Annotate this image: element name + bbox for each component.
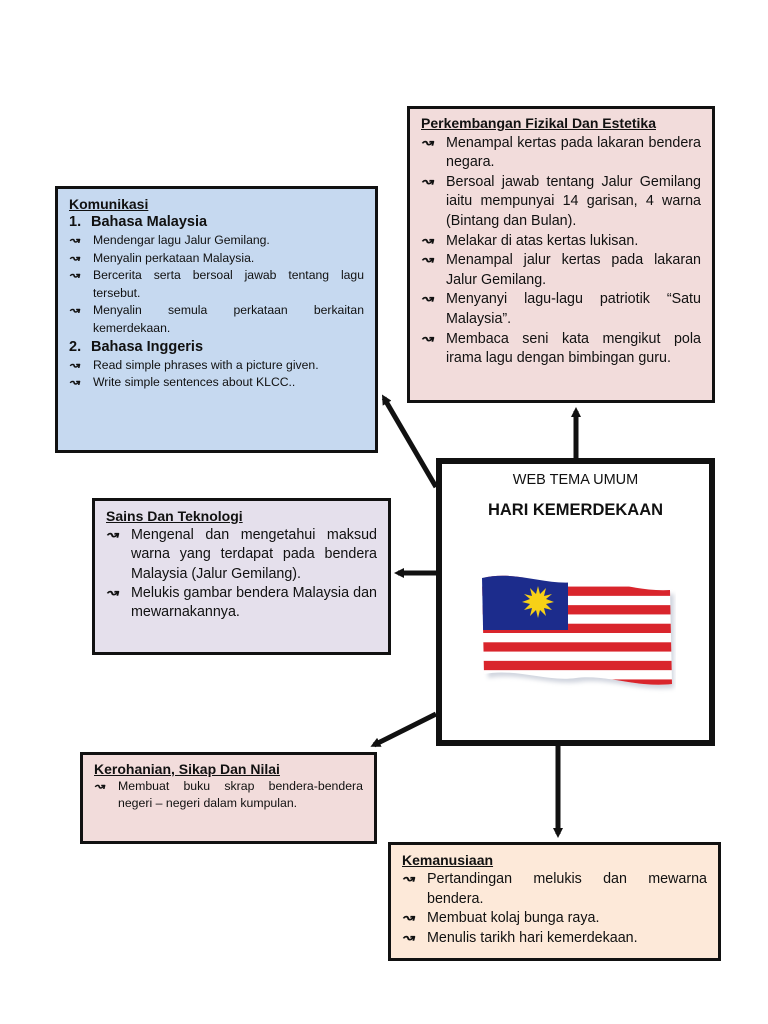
komunikasi-title: Komunikasi	[69, 196, 149, 212]
flag-stripe	[476, 642, 676, 651]
kemanusiaan-item-1: ↝ Pertandingan melukis dan mewarna bendera.	[402, 871, 707, 907]
komunikasi-section-2-list	[69, 357, 364, 392]
fizikal-item-5: ↝ Menyanyi lagu-lagu patriotik “Satu Malaysia”.	[421, 291, 701, 327]
curly-arrow-icon: ↝	[69, 233, 80, 247]
komunikasi-item: ↝ Mendengar lagu Jalur Gemilang.	[69, 232, 364, 250]
curly-arrow-icon: ↝	[402, 871, 414, 888]
kerohanian-list	[94, 778, 363, 813]
curly-arrow-icon: ↝	[421, 173, 433, 190]
fizikal-estetika-box	[407, 106, 715, 403]
arrow-to-komunikasi	[384, 398, 436, 487]
curly-arrow-icon: ↝	[421, 291, 433, 308]
kemanusiaan-title: Kemanusiaan	[402, 852, 494, 868]
curly-arrow-icon: ↝	[69, 303, 80, 318]
curly-arrow-icon: ↝	[421, 330, 433, 347]
flag-stripe	[476, 661, 676, 670]
theme-label: WEB TEMA UMUM	[512, 472, 639, 488]
fizikal-item-4: ↝ Menampal jalur kertas pada lakaran Jalur Gemilang.	[421, 252, 701, 288]
komunikasi-item: ↝ Bercerita serta bersoal jawab tentang lagu tersebut.	[69, 268, 364, 300]
sains-item-2: ↝ Melukis gambar bendera Malaysia dan mewarnakannya.	[106, 584, 377, 621]
fizikal-title: Perkembangan Fizikal Dan Estetika	[421, 115, 656, 131]
theme-title: HARI KEMERDEKAAN	[487, 501, 664, 519]
curly-arrow-icon: ↝	[69, 357, 80, 372]
komunikasi-section-1-heading: 1. Bahasa Malaysia	[69, 214, 208, 230]
curly-arrow-icon: ↝	[69, 375, 80, 390]
komunikasi-item: ↝ Read simple phrases with a picture given.	[69, 357, 364, 375]
sains-title: Sains Dan Teknologi	[106, 508, 243, 524]
malaysia-flag-image	[476, 568, 676, 698]
fizikal-list	[421, 134, 701, 369]
curly-arrow-icon: ↝	[402, 910, 414, 927]
curly-arrow-icon: ↝	[421, 134, 433, 151]
kerohanian-item-1: ↝ Membuat buku skrap bendera-bendera negeri – negeri dalam kumpulan.	[94, 779, 363, 811]
sains-item-1: ↝ Mengenal dan mengetahui maksud warna yang terdapat pada bendera Malaysia (Jalur Gemilang).	[106, 527, 377, 582]
arrow-to-kerohanian	[374, 714, 436, 745]
curly-arrow-icon: ↝	[402, 929, 414, 946]
curly-arrow-icon: ↝	[421, 252, 433, 269]
curly-arrow-icon: ↝	[106, 527, 118, 544]
kerohanian-title: Kerohanian, Sikap Dan Nilai	[94, 761, 280, 777]
curly-arrow-icon: ↝	[106, 584, 118, 601]
kemanusiaan-box	[388, 842, 721, 961]
komunikasi-box	[55, 186, 378, 453]
curly-arrow-icon: ↝	[421, 232, 433, 249]
komunikasi-item: ↝ Menyalin semula perkataan berkaitan kemerdekaan.	[69, 303, 364, 335]
flag-canton	[476, 568, 568, 630]
central-theme-box	[436, 458, 715, 746]
sains-teknologi-box	[92, 498, 391, 655]
kerohanian-box	[80, 752, 377, 844]
kemanusiaan-list	[402, 870, 707, 948]
fizikal-item-1: ↝ Menampal kertas pada lakaran bendera negara.	[421, 134, 701, 171]
fizikal-item-6: ↝ Membaca seni kata mengikut pola irama lagu dengan bimbingan guru.	[421, 330, 701, 367]
komunikasi-section-2-heading: 2. Bahasa Inggeris	[69, 338, 204, 355]
komunikasi-item: ↝ Menyalin perkataan Malaysia.	[69, 250, 364, 268]
kemanusiaan-item-2: ↝ Membuat kolaj bunga raya.	[402, 909, 707, 928]
curly-arrow-icon: ↝	[94, 779, 105, 793]
komunikasi-section-1-list	[69, 232, 364, 338]
komunikasi-item: ↝ Write simple sentences about KLCC..	[69, 374, 364, 392]
fizikal-item-2: ↝ Bersoal jawab tentang Jalur Gemilang iaitu mempunyai 14 garisan, 4 warna (Bintang dan Bulan).	[421, 173, 701, 229]
kemanusiaan-item-3: ↝ Menulis tarikh hari kemerdekaan.	[402, 929, 707, 948]
sains-list	[106, 526, 377, 622]
curly-arrow-icon: ↝	[69, 250, 80, 265]
curly-arrow-icon: ↝	[69, 268, 80, 283]
fizikal-item-3: ↝ Melakar di atas kertas lukisan.	[421, 232, 701, 252]
